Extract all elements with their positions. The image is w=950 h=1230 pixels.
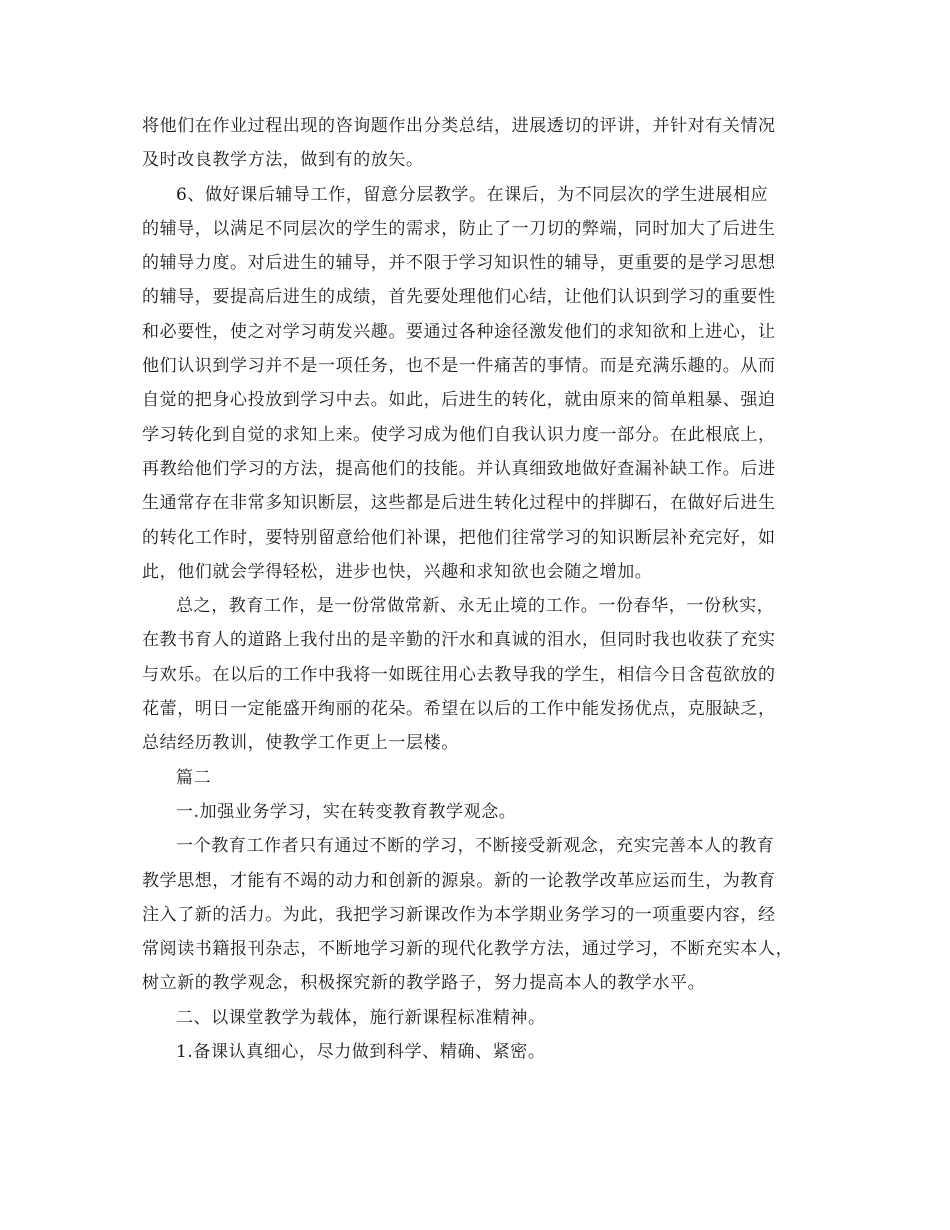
text-line: 自觉的把身心投放到学习中去。如此，后进生的转化，就由原来的简单粗暴、强迫 xyxy=(142,390,776,411)
document-body xyxy=(142,109,822,1069)
text-line: 总之，教育工作，是一份常做常新、永无止境的工作。一份春华，一份秋实， xyxy=(176,596,775,617)
text-line: 此，他们就会学得轻松，进步也快，兴趣和求知欲也会随之增加。 xyxy=(142,561,653,582)
text-line: 树立新的教学观念，积极探究新的教学路子，努力提高本人的教学水平。 xyxy=(142,973,706,994)
text-line: 1.备课认真细心，尽力做到科学、精确、紧密。 xyxy=(176,1042,546,1063)
text-line: 和必要性，使之对学习萌发兴趣。要通过各种途径激发他们的求知欲和上进心，让 xyxy=(142,321,776,342)
text-line: 的转化工作时，要特别留意给他们补课，把他们往常学习的知识断层补充完好，如 xyxy=(142,527,776,548)
text-line: 注入了新的活力。为此，我把学习新课改作为本学期业务学习的一项重要内容，经 xyxy=(142,904,776,925)
text-line: 总结经历教训，使教学工作更上一层楼。 xyxy=(142,733,459,754)
text-line: 的辅导力度。对后进生的辅导，并不限于学习知识性的辅导，更重要的是学习思想 xyxy=(142,253,776,274)
text-line: 他们认识到学习并不是一项任务，也不是一件痛苦的事情。而是充满乐趣的。从而 xyxy=(142,356,776,377)
text-line: 6、做好课后辅导工作，留意分层教学。在课后，为不同层次的学生进展相应 xyxy=(176,184,769,205)
text-line: 的辅导，以满足不同层次的学生的需求，防止了一刀切的弊端，同时加大了后进生 xyxy=(142,218,776,239)
text-line: 常阅读书籍报刊杂志，不断地学习新的现代化教学方法，通过学习，不断充实本人， xyxy=(142,939,794,960)
text-line: 将他们在作业过程出现的咨询题作出分类总结，进展透切的评讲，并针对有关情况 xyxy=(142,116,776,136)
text-line: 学习转化到自觉的求知上来。使学习成为他们自我认识力度一部分。在此根底上， xyxy=(142,424,776,445)
text-line: 与欢乐。在以后的工作中我将一如既往用心去教导我的学生，相信今日含苞欲放的 xyxy=(142,664,776,685)
text-line: 二、以课堂教学为载体，施行新课程标准精神。 xyxy=(176,1007,546,1028)
text-line: 教学思想，才能有不竭的动力和创新的源泉。新的一论教学改革应运而生，为教育 xyxy=(142,870,776,891)
text-line: 一.加强业务学习，实在转变教育教学观念。 xyxy=(176,801,517,822)
text-line: 篇二 xyxy=(176,767,212,788)
text-line: 及时改良教学方法，做到有的放矢。 xyxy=(142,150,424,171)
text-line: 再教给他们学习的方法，提高他们的技能。并认真细致地做好查漏补缺工作。后进 xyxy=(142,458,776,479)
text-line: 在教书育人的道路上我付出的是辛勤的汗水和真诚的泪水，但同时我也收获了充实 xyxy=(142,630,776,651)
text-line: 生通常存在非常多知识断层，这些都是后进生转化过程中的拌脚石，在做好后进生 xyxy=(142,493,776,514)
text-line: 花蕾，明日一定能盛开绚丽的花朵。希望在以后的工作中能发扬优点，克服缺乏， xyxy=(142,699,776,720)
text-line: 一个教育工作者只有通过不断的学习，不断接受新观念，充实完善本人的教育 xyxy=(176,836,775,857)
text-line: 的辅导，要提高后进生的成绩，首先要处理他们心结，让他们认识到学习的重要性 xyxy=(142,287,776,308)
